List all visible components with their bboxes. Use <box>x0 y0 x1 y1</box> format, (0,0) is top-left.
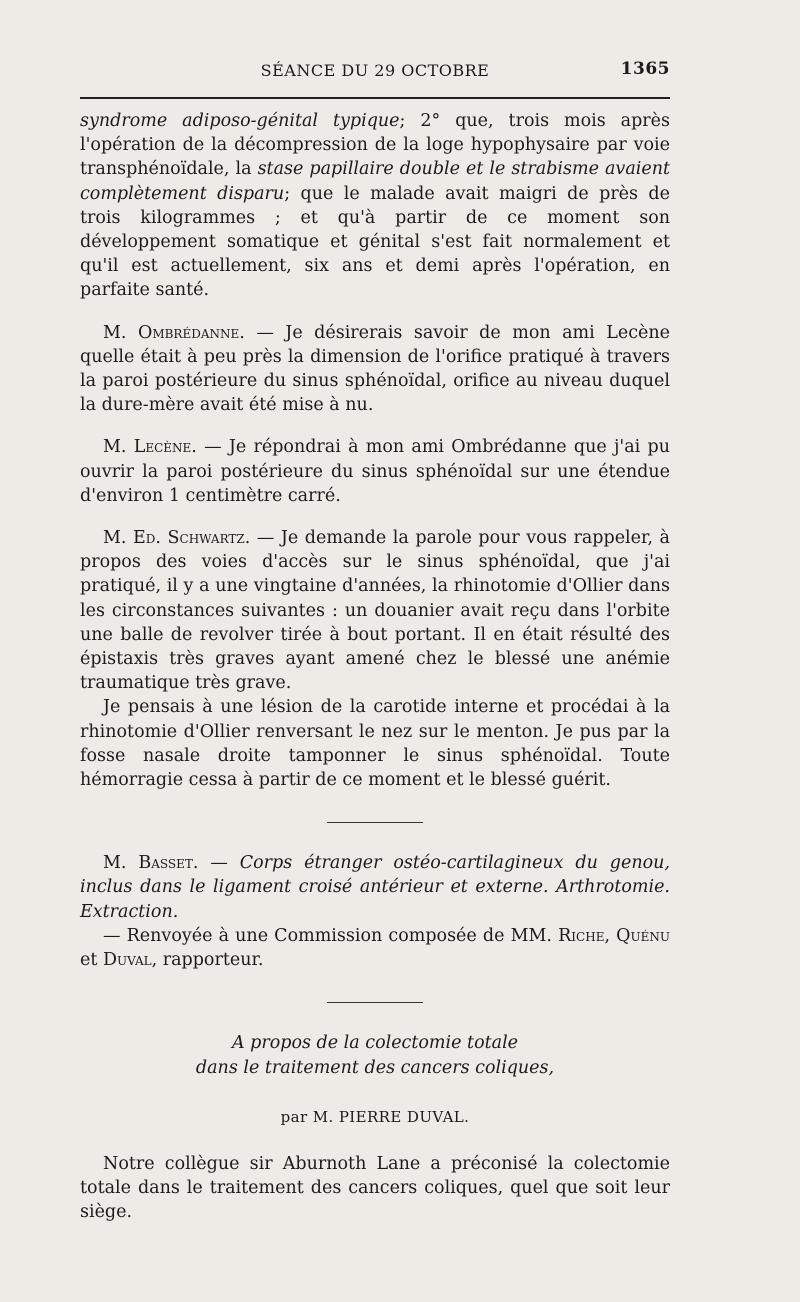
paragraph-text: , rapporteur. <box>151 950 264 971</box>
findings-italic: stase papillaire double et le strabisme avaient complètement disparu <box>80 159 671 204</box>
commission-referral <box>80 924 670 972</box>
speaker-name: M. Lecène. <box>103 437 197 458</box>
diagnosis-italic: syndrome adiposo-génital typique <box>80 111 400 131</box>
article-opening-paragraph <box>80 1152 670 1225</box>
member-name: Riche <box>558 925 605 946</box>
page-number: 1365 <box>620 59 670 79</box>
paragraph-text: et <box>80 950 103 971</box>
paragraph-text: Je pensais à une lésion de la carotide interne et procédai à la rhinotomie d'Ollier renversant le nez sur le menton. Je pus par la fosse nasale droite tamponner le sinus sphénoïdal. Toute hémorragie cessa à partir de ce moment et le blessé guérit. <box>80 697 670 791</box>
remark-schwartz-continued <box>80 695 670 792</box>
paragraph-text: ; 2° que, trois mois après l'opération de la décompression de la loge hypophysaire par voie transphénoïdale, la <box>80 111 670 180</box>
article-title-line-1: A propos de la colectomie totale <box>231 1033 519 1054</box>
separator-text: , <box>604 925 617 946</box>
paragraph-text: ; que le malade avait maigri de près de trois kilogrammes ; et qu'à partir de ce moment son développement somatique et génital s'est fait normalement et qu'il est actuellement, six ans et demi après l'opération, en parfaite santé. <box>80 183 670 301</box>
section-separator <box>327 822 423 823</box>
paragraph-text: — Je répondrai à mon ami Ombrédanne que j'ai pu ouvrir la paroi postérieure du sinus sphénoïdal sur une étendue d'environ 1 centimètre carré. <box>80 437 670 506</box>
member-name: Quénu <box>616 925 670 946</box>
paragraph-text: — Je désirerais savoir de mon ami Lecène quelle était à peu près la dimension de l'orifice pratiqué à travers la paroi postérieure du sinus sphénoïdal, orifice au niveau duquel la dure-mère avait été mise à nu. <box>80 322 670 416</box>
paragraph-continued <box>80 109 670 303</box>
section-separator <box>327 1002 423 1003</box>
speaker-name: M. Basset. <box>103 853 199 874</box>
document-page <box>80 55 670 1224</box>
speaker-name: M. Ombrédanne. <box>103 322 245 343</box>
paragraph-text: — Je demande la parole pour vous rappeler, à propos des voies d'accès sur le sinus sphénoïdal, que j'ai pratiqué, il y a une vingtaine d'années, la rhinotomie d'Ollier dans les circonstances suivantes : un douanier avait reçu dans l'orbite une balle de revolver tirée à bout portant. Il en était résulté des épistaxis très graves ayant amené chez le blessé une anémie traumatique très grave. <box>80 528 670 694</box>
remark-schwartz <box>80 526 670 695</box>
running-title: SÉANCE DU 29 OCTOBRE <box>260 61 490 80</box>
paragraph-text: — Renvoyée à une Commission composée de MM. <box>103 925 559 946</box>
dash: — <box>198 853 240 874</box>
member-name: Duval <box>102 950 152 971</box>
communication-basset <box>80 851 670 924</box>
speaker-name: M. Ed. Schwartz. <box>103 528 251 549</box>
remark-ombredanne <box>80 321 670 418</box>
remark-lecene <box>80 435 670 508</box>
header-rule <box>80 97 670 99</box>
article-author: par M. PIERRE DUVAL. <box>280 1107 470 1126</box>
paragraph-text: Notre collègue sir Aburnoth Lane a préconisé la colectomie totale dans le traitement des cancers coliques, quel que soit leur siège. <box>80 1153 670 1223</box>
running-header <box>80 55 670 85</box>
communication-title: Corps étranger ostéo-cartilagineux du genou, inclus dans le ligament croisé antérieur et externe. Arthrotomie. Extraction. <box>80 853 670 922</box>
article-title-line-2: dans le traitement des cancers coliques, <box>195 1057 555 1078</box>
